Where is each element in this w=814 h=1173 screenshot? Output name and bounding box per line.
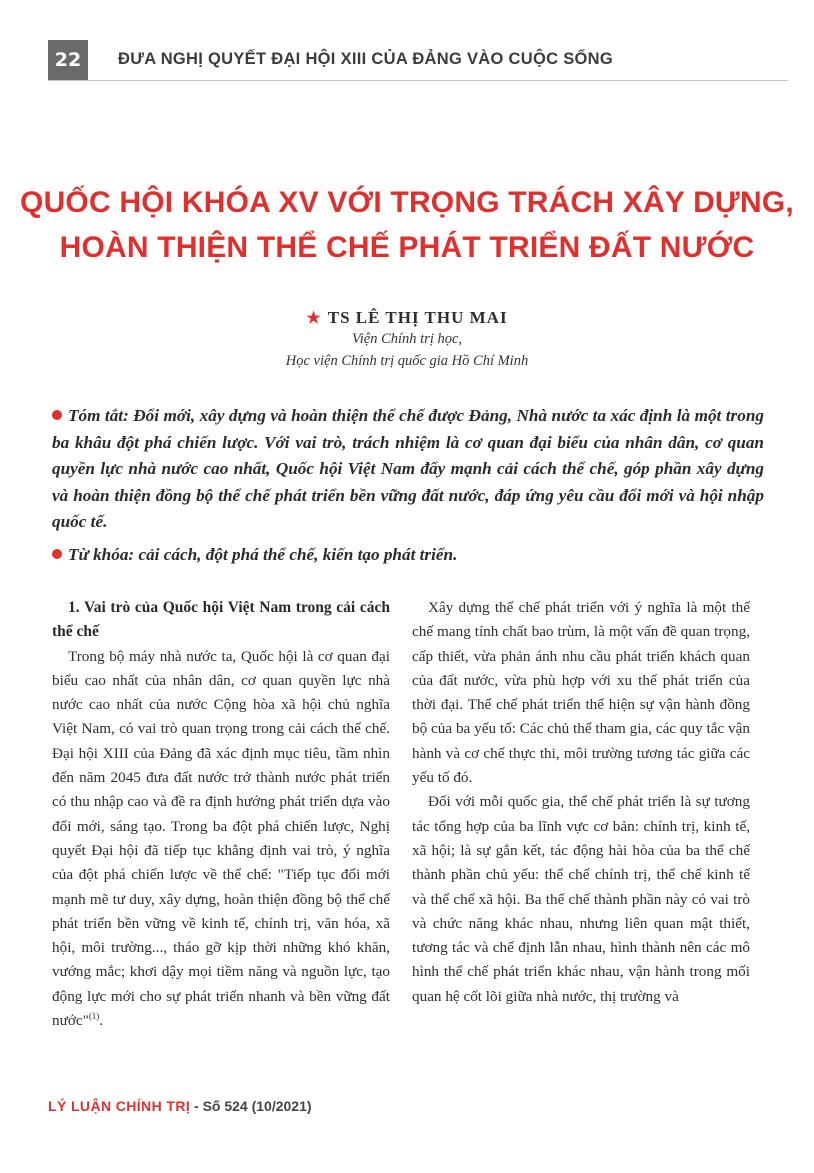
abstract-text: Tóm tắt: Đổi mới, xây dựng và hoàn thiện thể chế được Đảng, Nhà nước ta xác định là một trong ba khâu đột phá chiến lược. Với vai trò, trách nhiệm là cơ quan đại biểu của nhân dân, cơ quan quyền lực nhà nước cao nhất, Quốc hội Việt Nam đẩy mạnh cải cách thể chế, góp phần xây dựng và hoàn thiện đồng bộ thể chế phát triển bền vững đất nước, đáp ứng yêu cầu đổi mới và hội nhập quốc tế. xyxy=(52,406,764,531)
affiliation-line-2: Học viện Chính trị quốc gia Hồ Chí Minh xyxy=(285,353,529,369)
article-title xyxy=(0,180,814,270)
issue-info: - Số 524 (10/2021) xyxy=(190,1098,312,1114)
right-column xyxy=(412,596,750,1009)
title-line-2: HOÀN THIỆN THỂ CHẾ PHÁT TRIỂN ĐẤT NƯỚC xyxy=(59,231,755,264)
bullet-icon xyxy=(52,410,62,420)
body-paragraph xyxy=(52,645,390,1034)
abstract-block xyxy=(52,403,764,568)
bullet-icon xyxy=(52,549,62,559)
body-paragraph: Xây dựng thể chế phát triển với ý nghĩa là một thể chế mang tính chất bao trùm, là một vấn đề quan trọng, cấp thiết, vừa phản ánh nhu cầu phát triển khách quan của đất nước, vừa phù hợp với xu thế phát triển của thời đại. Thể chế phát triển thể hiện sự vận hành đồng bộ của ba yếu tố: Các chủ thể tham gia, các quy tắc vận hành và cơ chế thực thi, môi trường tương tác giữa các yếu tố đó. xyxy=(412,599,750,787)
left-column xyxy=(52,596,390,1033)
keywords-text: Từ khóa: cải cách, đột phá thể chế, kiến tạo phát triển. xyxy=(68,544,458,564)
running-header xyxy=(48,40,788,81)
author-name: TS LÊ THỊ THU MAI xyxy=(327,308,508,327)
paragraph-end: . xyxy=(99,1012,104,1030)
abstract-paragraph xyxy=(52,403,764,536)
body-paragraph: Đối với mỗi quốc gia, thể chế phát triển là sự tương tác tổng hợp của ba lĩnh vực cơ bản: chính trị, kinh tế, xã hội; là sự gắn kết, tác động hài hòa của ba thể chế thành phần chủ yếu: thể chế chính trị, thể chế kinh tế và thể chế xã hội. Ba thể chế thành phần này có vai trò và chức năng khác nhau, nhưng liên quan mật thiết, tương tác và chế định lẫn nhau, hình thành nên các mô hình thể chế phát triển khác nhau, vận hành trong mối quan hệ cốt lõi giữa nhà nước, thị trường và xyxy=(412,793,750,1005)
section-heading: 1. Vai trò của Quốc hội Việt Nam trong cải cách thể chế xyxy=(52,599,390,641)
affiliation-line-1: Viện Chính trị học, xyxy=(351,331,463,347)
title-line-1: QUỐC HỘI KHÓA XV VỚI TRỌNG TRÁCH XÂY DỰNG, xyxy=(20,186,794,219)
journal-name: LÝ LUẬN CHÍNH TRỊ xyxy=(48,1098,191,1114)
keywords-paragraph xyxy=(52,542,764,569)
author-line xyxy=(0,308,814,328)
paragraph-text: Trong bộ máy nhà nước ta, Quốc hội là cơ quan đại biểu cao nhất của nhân dân, cơ quan quyền lực nhà nước cao nhất của nước Cộng hòa xã hội chủ nghĩa Việt Nam, có vai trò quan trọng trong cải cách thể chế. Đại hội XIII của Đảng đã xác định mục tiêu, tầm nhìn đến năm 2045 đưa đất nước trở thành nước phát triển có thu nhập cao và đề ra định hướng phát triển dựa vào đổi mới, sáng tạo. Trong ba đột phá chiến lược, Nghị quyết Đại hội đã tiếp tục khẳng định vai trò, ý nghĩa của đột phá chiến lược về thể chế: "Tiếp tục đổi mới mạnh mẽ tư duy, xây dựng, hoàn thiện đồng bộ thể chế phát triển bền vững về kinh tế, chính trị, văn hóa, xã hội, môi trường..., tháo gỡ kịp thời những khó khăn, vướng mắc; khơi dậy mọi tiềm năng và nguồn lực, tạo động lực mới cho sự phát triển nhanh và bền vững đất nước" xyxy=(52,647,390,1030)
footnote-ref[interactable]: (1) xyxy=(88,1010,100,1021)
running-footer xyxy=(48,1098,312,1114)
page-number: 22 xyxy=(48,40,88,80)
author-block xyxy=(0,308,814,372)
section-title: ĐƯA NGHỊ QUYẾT ĐẠI HỘI XIII CỦA ĐẢNG VÀO CUỘC SỐNG xyxy=(118,50,613,68)
star-icon: ★ xyxy=(306,310,322,327)
